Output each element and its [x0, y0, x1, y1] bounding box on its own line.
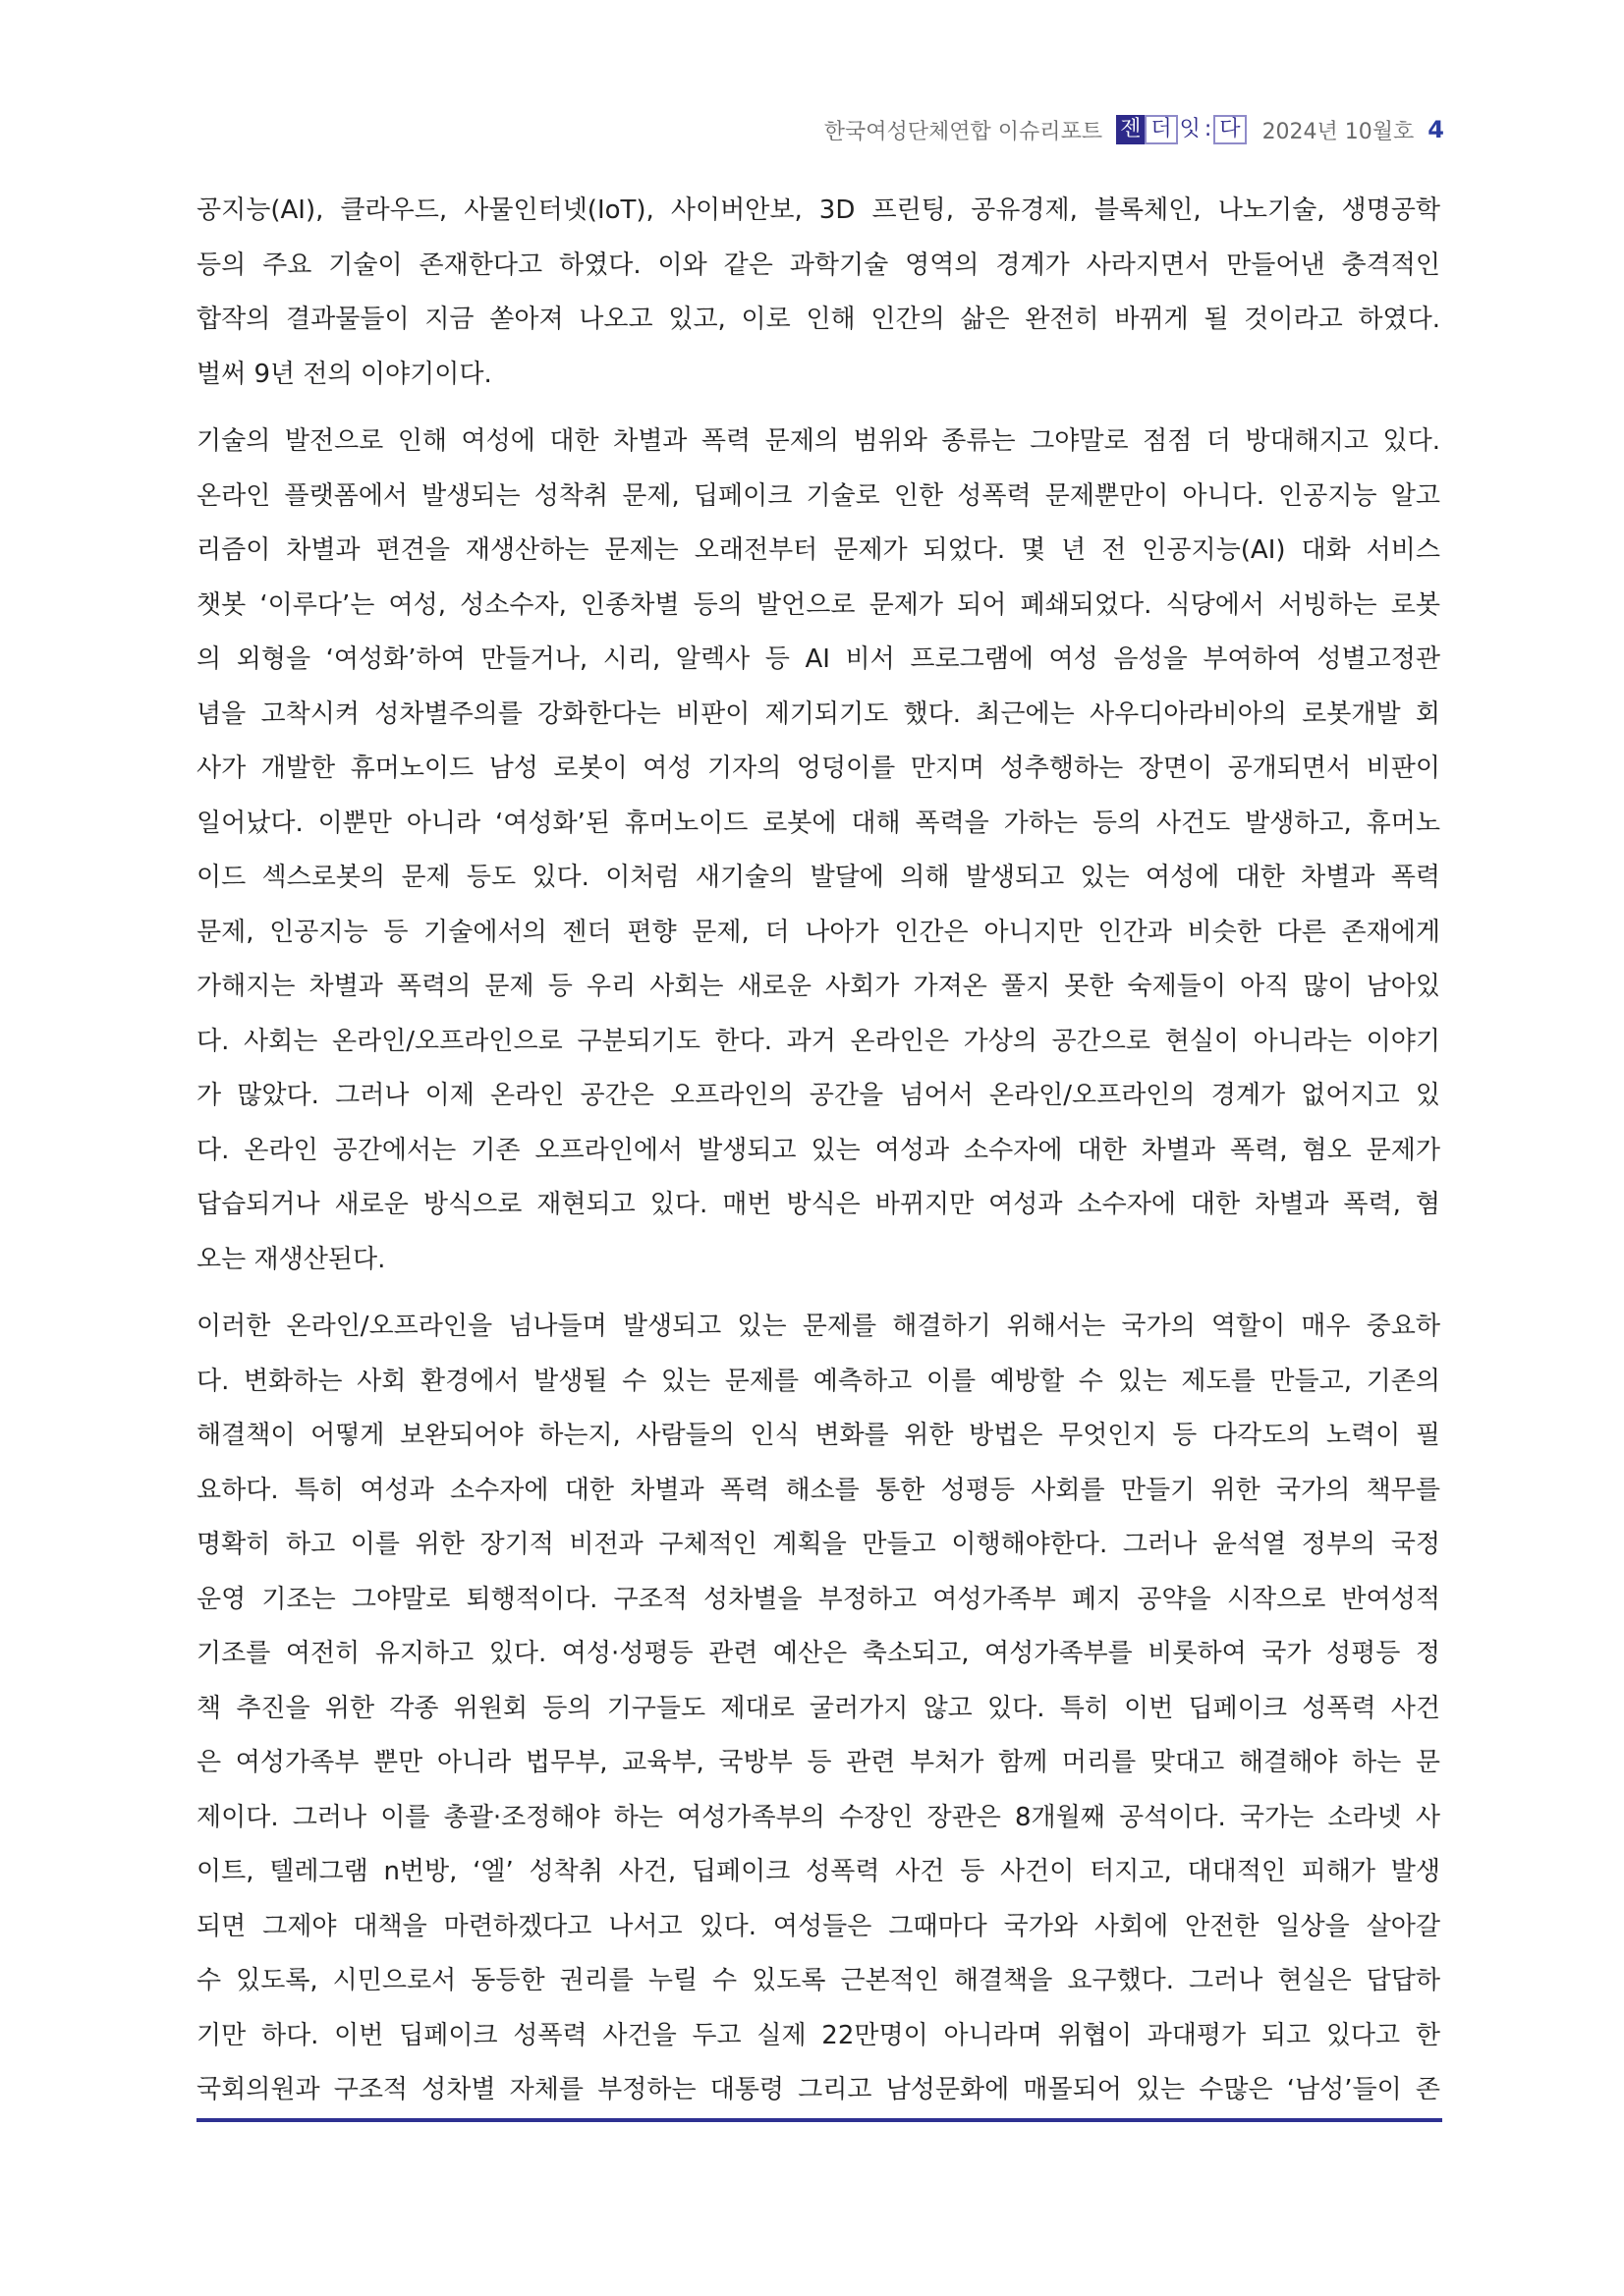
- text-line: 가 많았다. 그러나 이제 온라인 공간은 오프라인의 공간을 넘어서 온라인/오프라인의 경계가 없어지고 있: [196, 1081, 1440, 1110]
- text-line: 책 추진을 위한 각종 위원회 등의 기구들도 제대로 굴러가지 않고 있다. 특히 이번 딥페이크 성폭력 사건: [196, 1693, 1440, 1723]
- paragraph: [196, 184, 1440, 402]
- publisher-title: 한국여성단체연합 이슈리포트: [823, 119, 1103, 144]
- text-line: 다. 변화하는 사회 환경에서 발생될 수 있는 문제를 예측하고 이를 예방할 수 있는 제도를 만들고, 기존의: [196, 1366, 1440, 1396]
- text-line: 이러한 온라인/오프라인을 넘나들며 발생되고 있는 문제를 해결하기 위해서는 국가의 역할이 매우 중요하: [196, 1312, 1440, 1341]
- text-line: 문제, 인공지능 등 기술에서의 젠더 편향 문제, 더 나아가 인간은 아니지만 인간과 비슷한 다른 존재에게: [196, 917, 1440, 947]
- text-line: 기조를 여전히 유지하고 있다. 여성·성평등 관련 예산은 축소되고, 여성가족부를 비롯하여 국가 성평등 정: [196, 1639, 1440, 1668]
- text-line: 수 있도록, 시민으로서 동등한 권리를 누릴 수 있도록 근본적인 해결책을 요구했다. 그러나 현실은 답답하: [196, 1966, 1440, 1995]
- page-number: 4: [1428, 116, 1444, 143]
- text-line: 다. 온라인 공간에서는 기존 오프라인에서 발생되고 있는 여성과 소수자에 대한 차별과 폭력, 혐오 문제가: [196, 1135, 1440, 1165]
- text-line: 이드 섹스로봇의 문제 등도 있다. 이처럼 새기술의 발달에 의해 발생되고 있는 여성에 대한 차별과 폭력: [196, 863, 1440, 892]
- text-line: 제이다. 그러나 이를 총괄·조정해야 하는 여성가족부의 수장인 장관은 8개월째 공석이다. 국가는 소라넷 사: [196, 1802, 1440, 1832]
- paragraph: [196, 415, 1440, 1287]
- text-line: 운영 기조는 그야말로 퇴행적이다. 구조적 성차별을 부정하고 여성가족부 폐지 공약을 시작으로 반여성적: [196, 1584, 1440, 1614]
- text-line: 일어났다. 이뿐만 아니라 ‘여성화’된 휴머노이드 로봇에 대해 폭력을 가하는 등의 사건도 발생하고, 휴머노: [196, 808, 1440, 838]
- text-line: 의 외형을 ‘여성화’하여 만들거나, 시리, 알렉사 등 AI 비서 프로그램에 여성 음성을 부여하여 성별고정관: [196, 644, 1440, 674]
- page-header: [824, 112, 1444, 147]
- logo-char: 잇: [1179, 117, 1201, 141]
- text-line: 국회의원과 구조적 성차별 자체를 부정하는 대통령 그리고 남성문화에 매몰되어 있는 수많은 ‘남성’들이 존: [196, 2075, 1440, 2104]
- text-line: 되면 그제야 대책을 마련하겠다고 나서고 있다. 여성들은 그때마다 국가와 사회에 안전한 일상을 살아갈: [196, 1911, 1440, 1941]
- logo-char: 젠: [1116, 115, 1145, 144]
- logo-char: 더: [1145, 115, 1177, 144]
- text-line: 념을 고착시켜 성차별주의를 강화한다는 비판이 제기되기도 했다. 최근에는 사우디아라비아의 로봇개발 회: [196, 699, 1440, 729]
- text-line: 기술의 발전으로 인해 여성에 대한 차별과 폭력 문제의 범위와 종류는 그야말로 점점 더 방대해지고 있다.: [196, 426, 1440, 456]
- text-line: 해결책이 어떻게 보완되어야 하는지, 사람들의 인식 변화를 위한 방법은 무엇인지 등 다각도의 노력이 필: [196, 1421, 1440, 1450]
- report-logo: [1116, 115, 1246, 144]
- text-line: 온라인 플랫폼에서 발생되는 성착취 문제, 딥페이크 기술로 인한 성폭력 문제뿐만이 아니다. 인공지능 알고: [196, 480, 1440, 511]
- logo-char: 다: [1213, 115, 1246, 144]
- paragraph: [196, 1300, 1440, 2118]
- text-line: 챗봇 ‘이루다’는 여성, 성소수자, 인종차별 등의 발언으로 문제가 되어 폐쇄되었다. 식당에서 서빙하는 로봇: [196, 589, 1440, 620]
- text-line: 기만 하다. 이번 딥페이크 성폭력 사건을 두고 실제 22만명이 아니라며 위협이 과대평가 되고 있다고 한: [196, 2020, 1440, 2050]
- text-line: 리즘이 차별과 편견을 재생산하는 문제는 오래전부터 문제가 되었다. 몇 년 전 인공지능(AI) 대화 서비스: [196, 535, 1440, 565]
- logo-char: :: [1204, 117, 1212, 141]
- text-line: 은 여성가족부 뿐만 아니라 법무부, 교육부, 국방부 등 관련 부처가 함께 머리를 맞대고 해결해야 하는 문: [196, 1748, 1440, 1777]
- text-line: 명확히 하고 이를 위한 장기적 비전과 구체적인 계획을 만들고 이행해야한다. 그러나 윤석열 정부의 국정: [196, 1530, 1440, 1559]
- footer-divider: [196, 2118, 1442, 2122]
- text-line: 가해지는 차별과 폭력의 문제 등 우리 사회는 새로운 사회가 가져온 풀지 못한 숙제들이 아직 많이 남아있: [196, 972, 1440, 1001]
- text-line: 요하다. 특히 여성과 소수자에 대한 차별과 폭력 해소를 통한 성평등 사회를 만들기 위한 국가의 책무를: [196, 1475, 1440, 1505]
- text-line: 공지능(AI), 클라우드, 사물인터넷(IoT), 사이버안보, 3D 프린팅, 공유경제, 블록체인, 나노기술, 생명공학: [196, 196, 1440, 225]
- text-line: 다. 사회는 온라인/오프라인으로 구분되기도 한다. 과거 온라인은 가상의 공간으로 현실이 아니라는 이야기: [196, 1026, 1440, 1056]
- text-line: 등의 주요 기술이 존재한다고 하였다. 이와 같은 과학기술 영역의 경계가 사라지면서 만들어낸 충격적인: [196, 250, 1440, 280]
- issue-date: 2024년 10월호: [1261, 119, 1415, 144]
- body-text: [196, 184, 1440, 2131]
- text-line: 사가 개발한 휴머노이드 남성 로봇이 여성 기자의 엉덩이를 만지며 성추행하는 장면이 공개되면서 비판이: [196, 754, 1440, 783]
- text-line: 이트, 텔레그램 n번방, ‘엘’ 성착취 사건, 딥페이크 성폭력 사건 등 사건이 터지고, 대대적인 피해가 발생: [196, 1857, 1440, 1886]
- text-line: 합작의 결과물들이 지금 쏟아져 나오고 있고, 이로 인해 인간의 삶은 완전히 바뀌게 될 것이라고 하였다.: [196, 305, 1440, 334]
- text-line: 벌써 9년 전의 이야기이다.: [196, 359, 492, 389]
- text-line: 답습되거나 새로운 방식으로 재현되고 있다. 매번 방식은 바뀌지만 여성과 소수자에 대한 차별과 폭력, 혐: [196, 1190, 1440, 1219]
- text-line: 오는 재생산된다.: [196, 1244, 386, 1274]
